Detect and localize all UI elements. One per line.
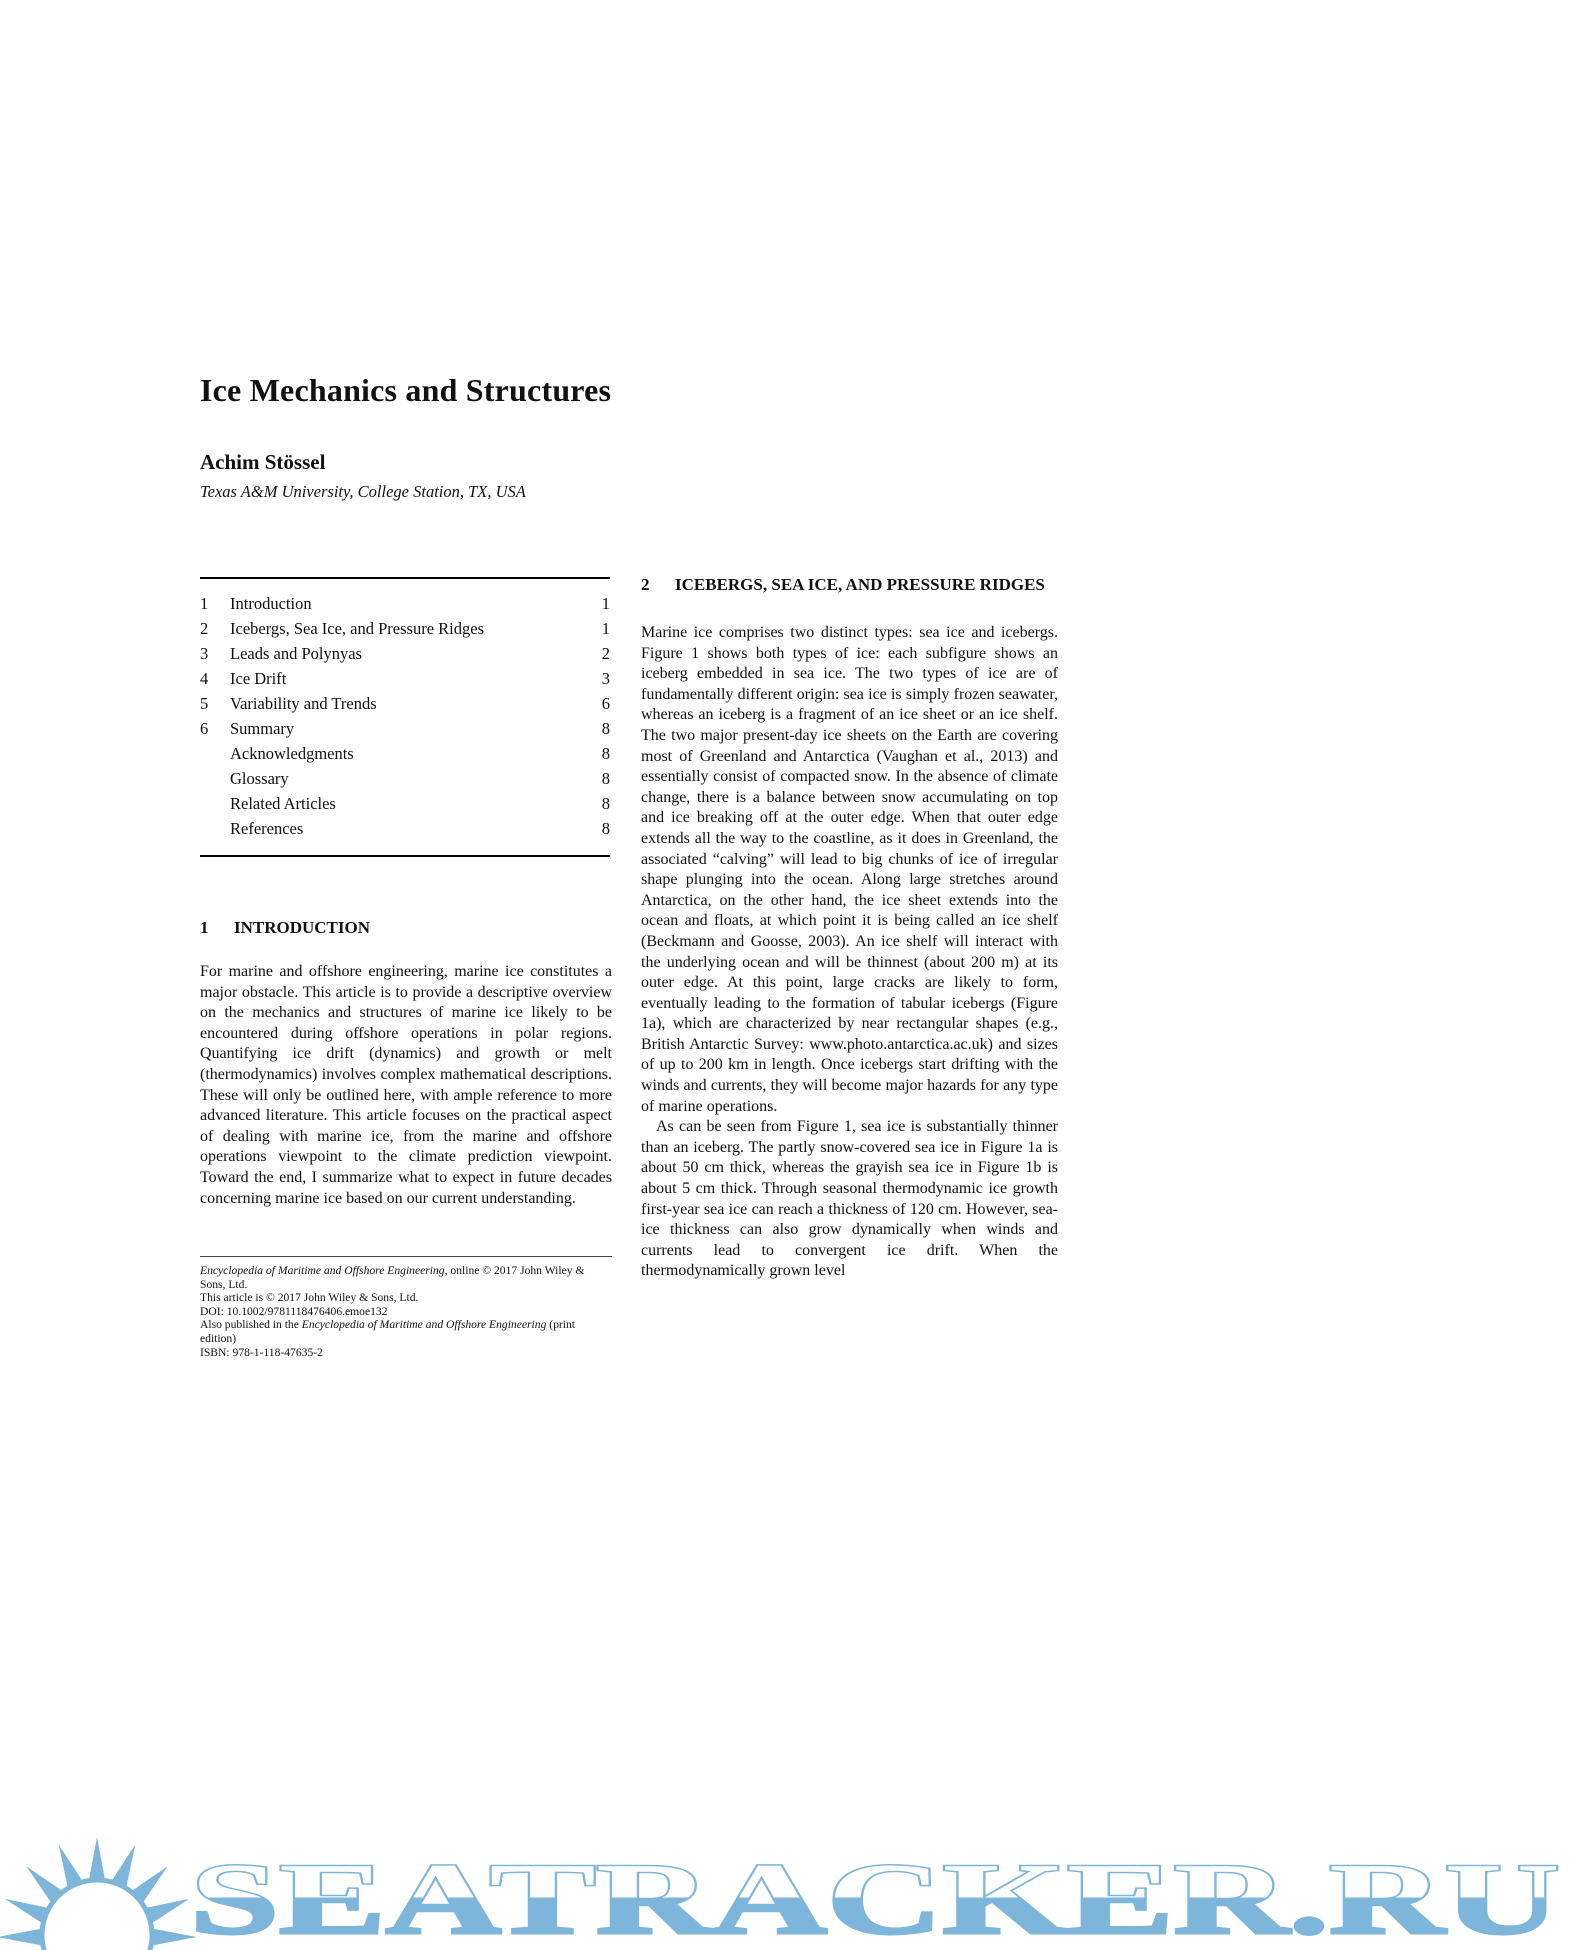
section-2-number: 2 bbox=[641, 575, 650, 594]
sun-icon bbox=[0, 1837, 197, 1950]
section-1-number: 1 bbox=[200, 918, 209, 937]
toc-entry-page: 8 bbox=[601, 744, 610, 763]
right-column bbox=[641, 572, 1058, 1282]
watermark-text: SEATRACKER.RU bbox=[190, 1843, 1560, 1950]
seatracker-watermark bbox=[0, 1825, 1575, 1950]
toc-entry bbox=[200, 666, 610, 691]
toc-entry bbox=[200, 816, 610, 841]
toc-entry-number: 3 bbox=[200, 644, 209, 663]
footnote-line: ISBN: 978-1-118-47635-2 bbox=[200, 1345, 323, 1359]
footnote-line: Also published in the Encyclopedia of Maritime and Offshore Engineering (print edition) bbox=[200, 1318, 576, 1345]
toc-entry-number: 5 bbox=[200, 694, 209, 713]
author-name: Achim Stössel bbox=[200, 450, 326, 474]
section-1-title: INTRODUCTION bbox=[234, 918, 371, 937]
toc-entry-page: 1 bbox=[601, 619, 610, 638]
table-of-contents bbox=[200, 577, 610, 857]
toc-entry-page: 8 bbox=[601, 769, 610, 788]
section-1-heading bbox=[200, 915, 612, 940]
author-affiliation: Texas A&M University, College Station, TX, USA bbox=[200, 482, 526, 501]
section-2-paragraph-2: As can be seen from Figure 1, sea ice is substantially thinner than an iceberg. The partly snow-covered sea ice in Figure 1a is about 50 cm thick, whereas the grayish sea ice in Figure 1b is about 5 cm thick. Through seasonal thermodynamic ice growth first-year sea ice can reach a thickness of 120 cm. However, sea-ice thickness can also grow dynamically when winds and currents lead to convergent ice drift. When the thermodynamically grown level bbox=[641, 1118, 1058, 1280]
toc-entry-number bbox=[200, 766, 230, 791]
toc-entry-page: 8 bbox=[601, 719, 610, 738]
section-2-title: ICEBERGS, SEA ICE, AND PRESSURE RIDGES bbox=[675, 575, 1045, 594]
toc-entry-label: Leads and Polynyas bbox=[230, 644, 362, 663]
toc-entry-label: Variability and Trends bbox=[230, 694, 377, 713]
toc-entry-label: Related Articles bbox=[230, 794, 336, 813]
toc-entry bbox=[200, 641, 610, 666]
toc-entry bbox=[200, 691, 610, 716]
toc-entry-number: 1 bbox=[200, 594, 209, 613]
toc-entry-label: Introduction bbox=[230, 594, 312, 613]
toc-entry-page: 6 bbox=[601, 694, 610, 713]
article-title: Ice Mechanics and Structures bbox=[200, 372, 612, 408]
footnote-line: DOI: 10.1002/9781118476406.emoe132 bbox=[200, 1304, 388, 1318]
toc-entry-number: 4 bbox=[200, 669, 209, 688]
toc-entry-page: 8 bbox=[601, 819, 610, 838]
left-column bbox=[200, 915, 612, 1209]
toc-entry-number: 6 bbox=[200, 719, 209, 738]
toc-entry bbox=[200, 766, 610, 791]
toc-entry bbox=[200, 791, 610, 816]
section-1-paragraph: For marine and offshore engineering, marine ice constitutes a major obstacle. This article is to provide a descriptive overview on the mechanics and structures of marine ice likely to be encountered during offshore operations in polar regions. Quantifying ice drift (dynamics) and growth or melt (thermodynamics) involves complex mathematical descriptions. These will only be outlined here, with ample reference to more advanced literature. This article focuses on the practical aspect of dealing with marine ice, from the marine and offshore operations viewpoint to the climate prediction viewpoint. Toward the end, I summarize what to expect in future decades concerning marine ice based on our current understanding. bbox=[200, 963, 612, 1207]
section-2-paragraph-1: Marine ice comprises two distinct types: sea ice and icebergs. Figure 1 shows both types of ice: each subfigure shows an iceberg embedded in sea ice. The two types of ice are of fundamentally different origin: sea ice is simply frozen seawater, whereas an iceberg is a fragment of an ice sheet or an ice shelf. The two major present-day ice sheets on the Earth are covering most of Greenland and Antarctica (Vaughan et al., 2013) and essentially consist of compacted snow. In the absence of climate change, there is a balance between snow accumulating on top and ice breaking off at the outer edge. When that outer edge extends all the way to the coastline, as it does in Greenland, the associated “calving” will lead to big chunks of ice of irregular shape plunging into the ocean. Along large stretches around Antarctica, on the other hand, the ice sheet extends into the ocean and floats, at which point it is being called an ice shelf (Beckmann and Goosse, 2003). An ice shelf will interact with the underlying ocean and will be thinnest (about 200 m) at its outer edge. At this point, large cracks are likely to form, eventually leading to the formation of tabular icebergs (Figure 1a), which are characterized by near rectangular shapes (e.g., British Antarctic Survey: www.photo.antarctica.ac.uk) and sizes of up to 200 km in length. Once icebergs start drifting with the winds and currents, they will become major hazards for any type of marine operations. bbox=[641, 624, 1058, 1115]
toc-entry bbox=[200, 616, 610, 641]
toc-entry-number bbox=[200, 791, 230, 816]
toc-entry-page: 8 bbox=[601, 794, 610, 813]
section-2-heading bbox=[641, 572, 1058, 597]
toc-entry-number: 2 bbox=[200, 619, 209, 638]
toc-entry-label: Summary bbox=[230, 719, 295, 738]
toc-entry-page: 3 bbox=[601, 669, 610, 688]
toc-entry-label: Glossary bbox=[230, 769, 289, 788]
toc-entry bbox=[200, 741, 610, 766]
toc-entry bbox=[200, 591, 610, 616]
footnote-line: This article is © 2017 John Wiley & Sons, Ltd. bbox=[200, 1291, 419, 1305]
toc-entry-label: References bbox=[230, 819, 304, 838]
toc-entry-number bbox=[200, 816, 230, 841]
toc-entry-label: Icebergs, Sea Ice, and Pressure Ridges bbox=[230, 619, 484, 638]
toc-entry-label: Ice Drift bbox=[230, 669, 287, 688]
toc-entry bbox=[200, 716, 610, 741]
copyright-footnote bbox=[200, 1256, 612, 1359]
toc-entry-page: 1 bbox=[601, 594, 610, 613]
toc-entry-label: Acknowledgments bbox=[230, 744, 354, 763]
toc-entry-number bbox=[200, 741, 230, 766]
footnote-line: Encyclopedia of Maritime and Offshore Engineering, online © 2017 John Wiley & Sons, Ltd. bbox=[200, 1264, 585, 1291]
toc-entry-page: 2 bbox=[601, 644, 610, 663]
